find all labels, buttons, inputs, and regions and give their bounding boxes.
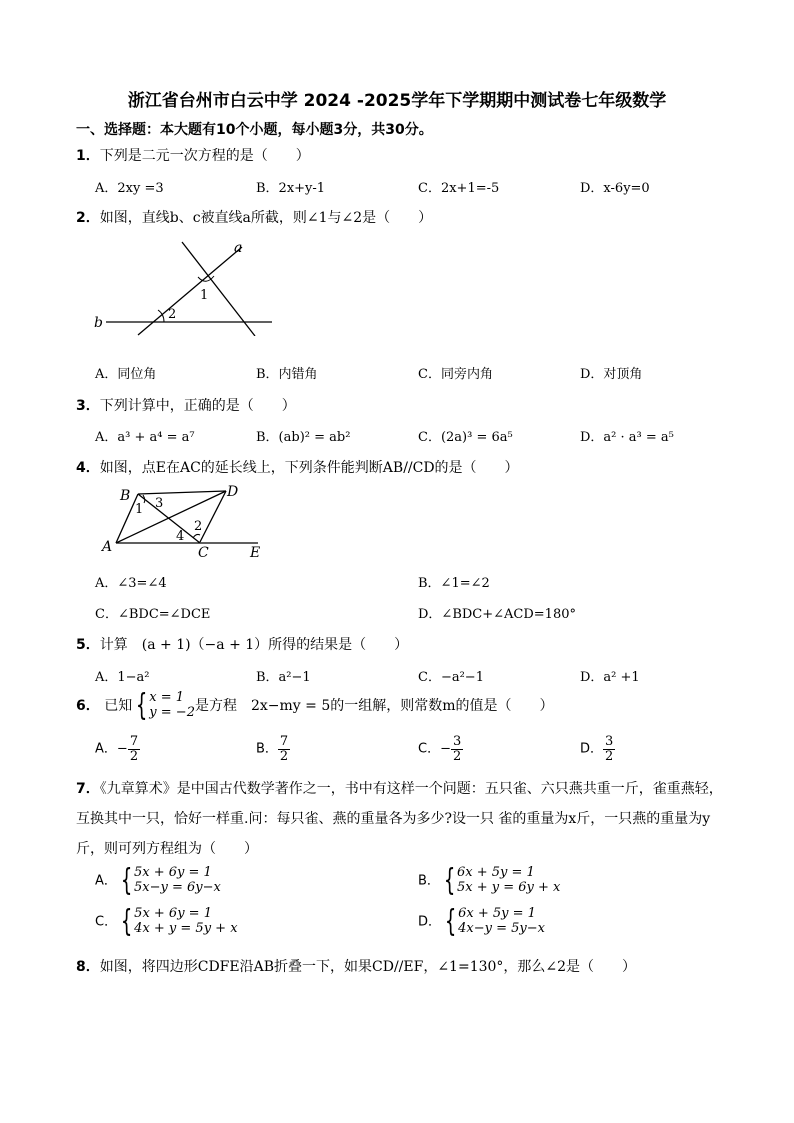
option-label: B． [256,741,278,757]
label-angle-1: 1 [200,288,209,303]
question-8 [76,956,636,976]
fraction [603,735,615,763]
question-number: 4． [76,460,100,476]
equation-line: 5x + y = 6y + x [457,880,561,895]
diagonal-ad [116,491,226,543]
equation-line: 6x + 5y = 1 [457,865,535,881]
q2-option-b: B．内错角 [256,367,318,382]
fraction [128,735,140,763]
q2-option-c: C．同旁内角 [418,367,493,382]
label-a: a [234,240,243,256]
label-angle-4: 4 [176,529,185,544]
numerator: 3 [452,734,462,749]
label-angle-2: 2 [168,307,177,322]
label-angle-3: 3 [155,496,164,511]
segment-dc [200,491,226,542]
question-text: 计算 (a + 1)（−a + 1）所得的结果是（ ） [99,637,409,653]
q2-option-a: A．同位角 [95,367,157,382]
q7-option-b [418,863,561,898]
question-text: 下列计算中，正确的是（ ） [99,398,296,414]
option-label: A． [95,741,117,757]
brace-icon: { [443,863,456,898]
question-number: 3． [76,398,100,414]
question-text: 已知 [104,698,133,714]
question-3 [76,395,296,415]
question-number: 7． [76,781,100,797]
q3-option-a: A．a³ + a⁴ = a⁷ [95,430,195,445]
fraction [278,735,290,763]
denominator: 2 [452,748,462,764]
option-label: B． [418,873,440,889]
question-2 [76,207,432,227]
q7-option-a [95,863,221,898]
equation-system [134,907,237,937]
equation-line: 5x−y = 6y−x [134,880,221,895]
question-text: 如图，直线b、c被直线a所截，则∠1与∠2是（ ） [99,210,433,226]
question-number: 8． [76,959,100,975]
q4-option-a: A．∠3=∠4 [95,576,167,591]
q6-option-c [418,735,463,763]
question-4 [76,457,519,477]
question-7 [76,774,736,864]
page-title: 浙江省台州市白云中学 2024 -2025学年下学期期中测试卷七年级数学 [127,91,667,111]
q5-option-c: C．−a²−1 [418,670,484,685]
segment-bd [138,491,226,494]
q4-figure [96,482,276,564]
diagonal-bc [138,494,203,543]
equation-line: 5x + 6y = 1 [134,865,212,881]
denominator: 2 [279,748,289,764]
q6-option-b [256,735,290,763]
section-heading: 一、选择题：本大题有10个小题，每小题3分，共30分。 [76,122,433,138]
option-label: C． [95,914,118,930]
brace-icon: { [136,688,148,723]
option-label: D． [580,741,604,757]
denominator: 2 [129,748,139,764]
option-label: A． [95,873,117,889]
label-angle-1: 1 [135,502,144,517]
angle-arc [193,534,200,538]
q5-option-d: D．a² +1 [580,670,640,685]
equation-line: 4x−y = 5y−x [458,921,545,936]
brace-icon: { [444,904,457,939]
label-angle-2: 2 [194,519,203,534]
brace-icon: { [120,863,133,898]
point-a: A [102,539,113,555]
question-text-cont: 是方程 2x−my = 5的一组解，则常数m的值是（ ） [194,698,554,714]
equation-system [134,866,221,896]
question-5 [76,634,408,654]
q1-option-b: B．2x+y-1 [256,181,326,196]
q3-option-b: B．(ab)² = ab² [256,430,351,445]
equation-line: x = 1 [149,690,185,706]
q6-option-a [95,735,140,763]
point-e: E [250,545,261,561]
question-6 [76,688,554,723]
equation-system [149,691,195,721]
q4-option-c: C．∠BDC=∠DCE [95,607,211,622]
label-b: b [94,315,103,331]
q1-option-d: D．x-6y=0 [580,181,650,196]
option-sign: − [116,741,128,757]
question-number: 2． [76,210,100,226]
denominator: 2 [605,748,614,764]
q2-option-d: D．对顶角 [580,367,643,382]
question-text: 《九章算术》是中国古代数学著作之一，书中有这样一个问题：五只雀、六只燕共重一斤，雀重燕轻，互换其中一只，恰好一样重.问：每只雀、燕的重量各为多少?设一只 雀的重量为x斤，一只燕的重量为y斤，则可列方程组为（ ） [76,781,723,857]
q2-figure [90,236,280,336]
q6-option-d [580,735,615,763]
brace-icon: { [120,904,133,939]
option-sign: − [440,741,451,757]
question-number: 6． [76,698,100,714]
question-number: 1． [76,148,100,164]
equation-line: 6x + 5y = 1 [458,906,536,922]
fraction [451,735,463,763]
q1-option-c: C．2x+1=-5 [418,181,500,196]
point-b: B [120,488,131,504]
option-label: C． [418,741,441,757]
q7-option-d [418,904,545,939]
q3-option-d: D．a² · a³ = a⁵ [580,430,674,445]
point-c: C [198,545,209,561]
question-1 [76,145,310,165]
question-text: 如图，将四边形CDFE沿AB折叠一下，如果CD//EF，∠1=130°，那么∠2是（ ） [99,959,637,975]
q4-option-d: D．∠BDC+∠ACD=180° [418,607,576,622]
q7-option-c [95,904,238,939]
equation-line: 4x + y = 5y + x [134,921,238,936]
question-number: 5． [76,637,100,653]
question-text: 如图，点E在AC的延长线上，下列条件能判断AB//CD的是（ ） [99,460,519,476]
question-text: 下列是二元一次方程的是（ ） [99,148,310,164]
equation-system [458,907,545,937]
q3-option-c: C．(2a)³ = 6a⁵ [418,430,513,445]
q1-option-a: A．2xy =3 [95,181,164,196]
equation-line: 5x + 6y = 1 [134,906,212,922]
equation-line: y = −2 [149,705,195,720]
q5-option-b: B．a²−1 [256,670,311,685]
numerator: 7 [129,734,139,749]
q4-option-b: B．∠1=∠2 [418,576,490,591]
numerator: 7 [279,734,289,749]
equation-system [457,866,560,896]
option-label: D． [418,914,442,930]
point-d: D [227,484,239,500]
q5-option-a: A．1−a² [95,670,150,685]
numerator: 3 [605,734,614,749]
